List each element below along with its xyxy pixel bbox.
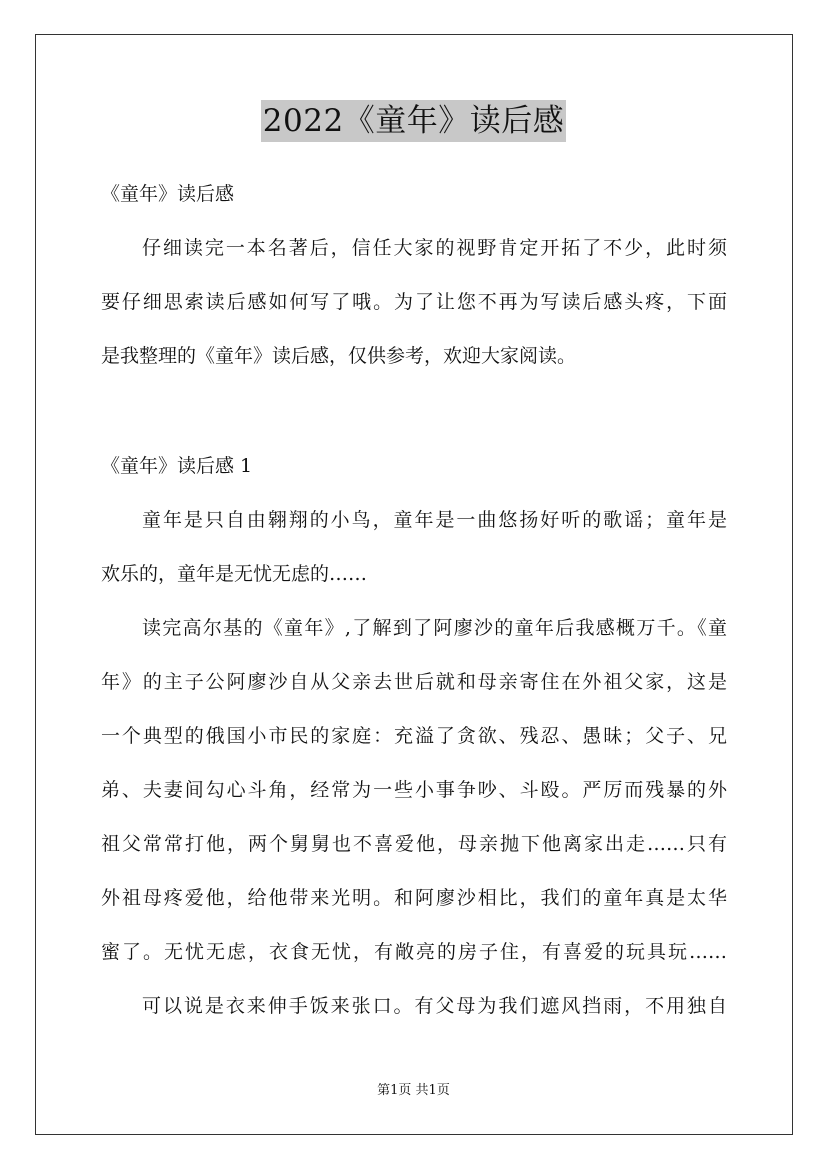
intro-line: 要仔细思索读后感如何写了哦。为了让您不再为写读后感头疼，下面: [101, 291, 727, 313]
page-footer: 第1页 共1页: [377, 1083, 450, 1098]
intro-line: 仔细读完一本名著后，信任大家的视野肯定开拓了不少，此时须: [142, 237, 727, 259]
paragraph-line: 外祖母疼爱他，给他带来光明。和阿廖沙相比，我们的童年真是太华: [101, 887, 727, 909]
paragraph-line: 蜜了。无忧无虑，衣食无忧，有敞亮的房子住，有喜爱的玩具玩……: [101, 941, 727, 963]
paragraph-line: 祖父常常打他，两个舅舅也不喜爱他，母亲抛下他离家出走……只有: [101, 833, 727, 855]
subtitle: 《童年》读后感: [101, 183, 235, 205]
paragraph-line: 读完高尔基的《童年》,了解到了阿廖沙的童年后我感概万千。《童: [142, 617, 727, 639]
paragraph-line: 可以说是衣来伸手饭来张口。有父母为我们遮风挡雨，不用独自: [142, 995, 727, 1017]
document-title: 2022《童年》读后感: [261, 100, 566, 142]
paragraph-line: 欢乐的，童年是无忧无虑的……: [101, 563, 368, 585]
paragraph-line: 童年是只自由翱翔的小鸟，童年是一曲悠扬好听的歌谣；童年是: [142, 509, 727, 531]
section-heading: 《童年》读后感 1: [101, 455, 253, 477]
intro-line: 是我整理的《童年》读后感，仅供参考，欢迎大家阅读。: [101, 345, 577, 367]
paragraph-line: 一个典型的俄国小市民的家庭：充溢了贪欲、残忍、愚昧；父子、兄: [101, 725, 727, 747]
paragraph-line: 年》的主子公阿廖沙自从父亲去世后就和母亲寄住在外祖父家，这是: [101, 671, 727, 693]
title-container: [0, 100, 827, 142]
paragraph-line: 弟、夫妻间勾心斗角，经常为一些小事争吵、斗殴。严厉而残暴的外: [101, 779, 727, 801]
